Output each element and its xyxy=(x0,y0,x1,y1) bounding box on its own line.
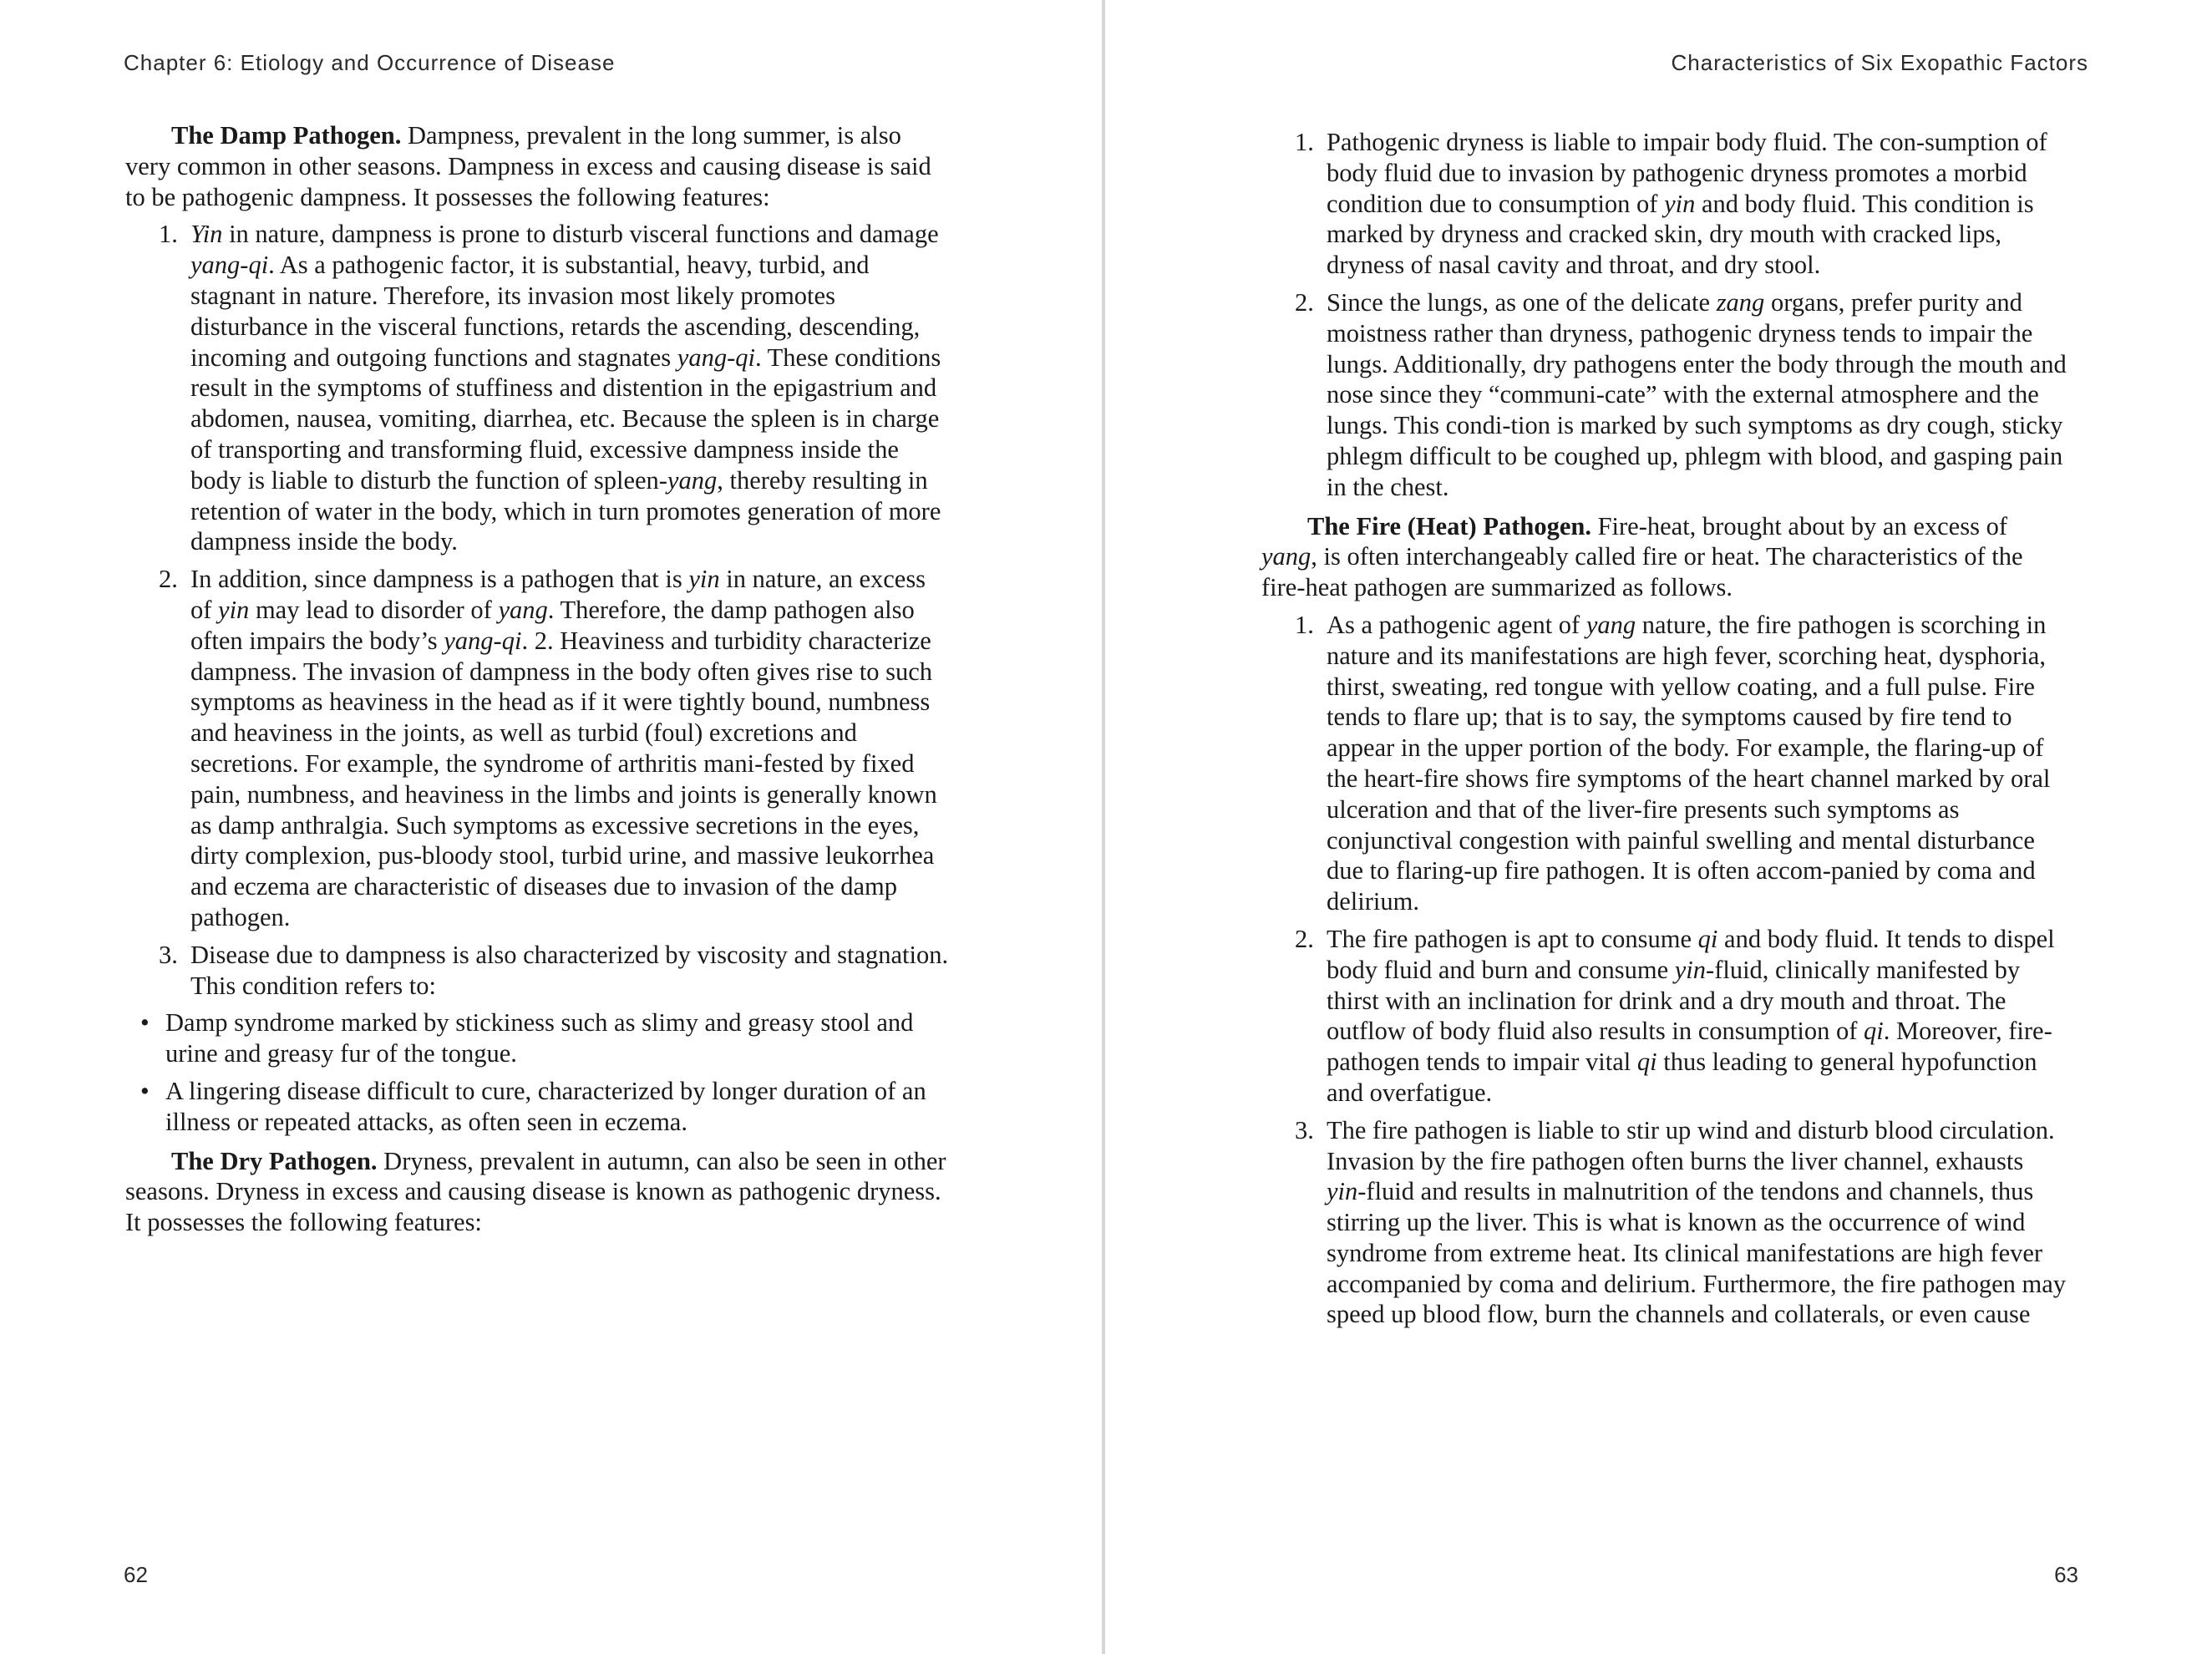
page-number: 62 xyxy=(124,1562,148,1587)
running-header: Characteristics of Six Exopathic Factors xyxy=(1671,50,2088,75)
text-run: Pathogenic dryness is liable to impair body fluid. The con-sumption of body fluid due to invasion by pathogenic dryness promotes a morbid condition due to consumption of xyxy=(1327,128,2047,218)
section-heading-damp: The Damp Pathogen. xyxy=(171,121,402,150)
right-page xyxy=(1107,0,2212,1654)
bullet-text: Damp syndrome marked by stickiness such as slimy and greasy stool and urine and greasy fur of the tongue. xyxy=(165,1008,914,1068)
list-number: 1. xyxy=(159,220,178,249)
bullet-item xyxy=(125,1076,952,1138)
dry-intro-text: Dryness, prevalent in autumn, can also be seen in other seasons. Dryness in excess and causing disease is known as pathogenic dryness. It possesses the following features: xyxy=(125,1146,946,1237)
italic-term: yin xyxy=(1327,1177,1358,1206)
italic-term: yang-qi xyxy=(444,626,522,655)
text-run: -fluid and results in malnutrition of the tendons and channels, thus stirring up the liver. This is what is known as the occurrence of wind syndrome from extreme heat. Its clinical manifestations are high fever accompanied by coma and delirium. Furthermore, the fire pathogen may speed up blood flow, burn the channels and collaterals, or even cause xyxy=(1327,1177,2067,1329)
text-run: . Moreover, fire-pathogen tends to impair vital xyxy=(1327,1017,2052,1077)
text-run: and body fluid. It tends to dispel body fluid and burn and consume xyxy=(1327,924,2055,984)
text-run: . 2. Heaviness and turbidity characterize dampness. The invasion of dampness in the body often gives rise to such symptoms as heaviness in the head as if it were tightly bound, numbness and heaviness in the joints, as well as turbid (foul) excretions and secretions. For example, the syndrome of arthritis mani-fested by fixed pain, numbness, and heaviness in the limbs and joints is generally known as damp anthralgia. Such symptoms as excessive secretions in the eyes, dirty complexion, pus-bloody stool, turbid urine, and massive leukorrhea and eczema are characteristic of diseases due to invasion of the damp pathogen. xyxy=(190,626,937,931)
list-number: 3. xyxy=(159,940,178,969)
list-item xyxy=(1261,610,2067,917)
text-run: Fire-heat, brought about by an excess of xyxy=(1597,511,2007,540)
text-run: -fluid, clinically manifested by thirst with an inclination for drink and a dry mouth and throat. The outflow of body fluid also results in consumption of xyxy=(1327,955,2021,1046)
italic-term: yang xyxy=(498,595,548,624)
text-run: Since the lungs, as one of the delicate xyxy=(1327,287,1717,317)
page-number: 63 xyxy=(2054,1562,2078,1587)
text-run: , is often interchangeably called fire or heat. The characteristics of the fire-heat pathogen are summarized as follows. xyxy=(1261,542,2023,602)
fire-features-list xyxy=(1261,610,2067,1330)
text-run: Disease due to dampness is also characterized by viscosity and stagnation. This condition refers to: xyxy=(190,940,949,1000)
italic-term: yang-qi xyxy=(190,251,269,280)
text-run: , thereby resulting in retention of water in the body, which in turn promotes generation of more dampness inside the body. xyxy=(190,465,941,556)
text-run: in nature, dampness is prone to disturb visceral functions and damage xyxy=(222,220,939,249)
italic-term: yang-qi xyxy=(677,342,755,372)
damp-bullet-list xyxy=(125,1007,952,1137)
text-run: In addition, since dampness is a pathogen that is xyxy=(190,565,689,594)
text-run: As a pathogenic agent of xyxy=(1327,610,1586,639)
list-number: 1. xyxy=(1295,128,1314,156)
text-run: . Therefore, the damp pathogen also often impairs the body’s xyxy=(190,595,915,655)
page-body xyxy=(1261,120,2067,1330)
italic-term: yin xyxy=(1664,189,1696,218)
dry-paragraph xyxy=(125,1146,952,1238)
list-number: 3. xyxy=(1295,1115,1314,1144)
text-run: organs, prefer purity and moistness rather than dryness, pathogenic dryness tends to impair the lungs. Additionally, dry pathogens enter the body through the mouth and nose since they “communi-cate” with the external atmosphere and the lungs. This condi-tion is marked by such symptoms as dry cough, sticky phlegm difficult to be coughed up, phlegm with blood, and gasping pain in the chest. xyxy=(1327,287,2067,501)
damp-paragraph xyxy=(125,120,952,212)
text-run: nature, the fire pathogen is scorching in nature and its manifestations are high fever, scorching heat, dysphoria, thirst, sweating, red tongue with yellow coating, and a full pulse. Fire tends to flare up; that is to say, the symptoms caused by fire tend to appear in the upper portion of the body. For example, the flaring-up of the heart-fire shows fire symptoms of the heart channel marked by oral ulceration and that of the liver-fire presents such symptoms as conjunctival congestion with painful swelling and mental disturbance due to flaring-up fire pathogen. It is often accom-panied by coma and delirium. xyxy=(1327,610,2051,916)
list-item xyxy=(125,219,952,557)
book-gutter xyxy=(1102,0,1105,1654)
text-run: . As a pathogenic factor, it is substantial, heavy, turbid, and stagnant in nature. Therefore, its invasion most likely promotes disturbance in the visceral functions, retards the ascending, descending, incoming and outgoing functions and stagnates xyxy=(190,251,921,372)
text-run: . These conditions result in the symptoms of stuffiness and distention in the epigastrium and abdomen, nausea, vomiting, diarrhea, etc. Because the spleen is in charge of transporting and transforming fluid, excessive dampness inside the body is liable to disturb the function of spleen- xyxy=(190,342,941,495)
list-number: 2. xyxy=(159,565,178,594)
text-run: The fire pathogen is liable to stir up wind and disturb blood circulation. Invasion by the fire pathogen often burns the liver channel, exhausts xyxy=(1327,1115,2055,1175)
bullet-icon: • xyxy=(140,1008,150,1038)
bullet-item xyxy=(125,1007,952,1069)
text-run: may lead to disorder of xyxy=(249,595,499,624)
italic-term: yang xyxy=(1585,610,1636,639)
list-number: 1. xyxy=(1295,610,1314,639)
damp-features-list xyxy=(125,219,952,1001)
bullet-icon: • xyxy=(140,1076,150,1105)
list-item xyxy=(1261,287,2067,503)
italic-term: Yin xyxy=(190,220,223,249)
running-header: Chapter 6: Etiology and Occurrence of Disease xyxy=(124,50,616,75)
italic-term: yang xyxy=(1261,542,1311,571)
text-run: thus leading to general hypofunction and overfatigue. xyxy=(1327,1048,2037,1107)
text-run: The fire pathogen is apt to consume xyxy=(1327,924,1698,953)
section-heading-fire: The Fire (Heat) Pathogen. xyxy=(1307,511,1591,540)
italic-term: qi xyxy=(1636,1048,1657,1077)
italic-term: qi xyxy=(1864,1017,1884,1046)
list-item xyxy=(125,940,952,1002)
section-heading-dry: The Dry Pathogen. xyxy=(171,1146,378,1175)
left-page xyxy=(0,0,1104,1654)
page-body xyxy=(125,120,952,1238)
damp-intro-text: Dampness, prevalent in the long summer, is also very common in other seasons. Dampness in excess and causing disease is said to be pathogenic dampness. It possesses the following features: xyxy=(125,121,931,211)
fire-paragraph xyxy=(1261,511,2067,603)
list-number: 2. xyxy=(1295,924,1314,953)
italic-term: zang xyxy=(1716,287,1765,317)
italic-term: yang xyxy=(667,465,718,495)
text-run: in nature, an excess of xyxy=(190,565,926,624)
list-item xyxy=(1261,127,2067,281)
list-item xyxy=(1261,924,2067,1109)
list-item xyxy=(1261,1115,2067,1331)
list-item xyxy=(125,564,952,933)
italic-term: qi xyxy=(1697,924,1718,953)
list-number: 2. xyxy=(1295,287,1314,317)
italic-term: yin xyxy=(218,595,250,624)
bullet-text: A lingering disease difficult to cure, characterized by longer duration of an illness or repeated attacks, as often seen in eczema. xyxy=(165,1076,926,1136)
dry-features-list xyxy=(1261,127,2067,503)
italic-term: yin xyxy=(688,565,720,594)
text-run: and body fluid. This condition is marked by dryness and cracked skin, dry mouth with cracked lips, dryness of nasal cavity and throat, and dry stool. xyxy=(1327,189,2034,280)
italic-term: yin xyxy=(1674,955,1707,984)
